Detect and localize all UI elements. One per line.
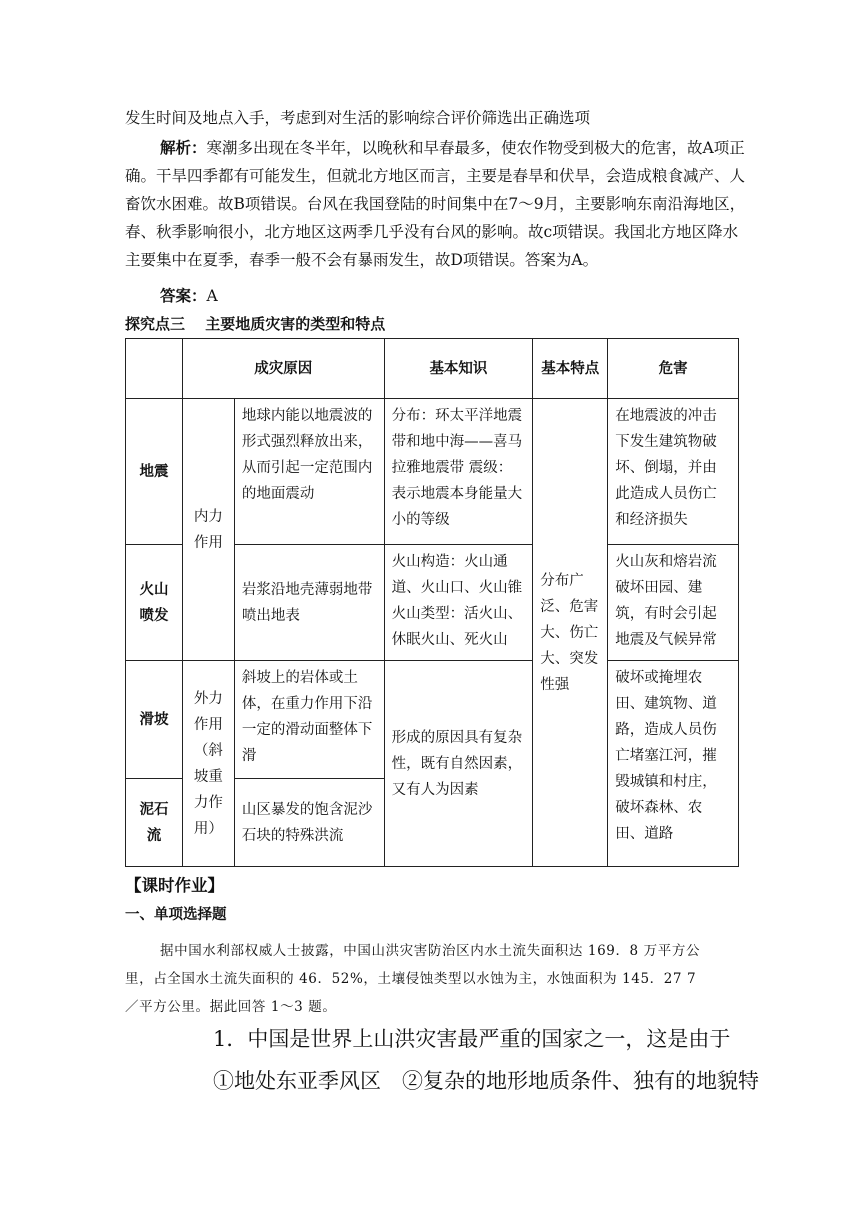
volcano-harm: 火山灰和熔岩流破坏田园、建筑，有时会引起地震及气候异常	[608, 545, 739, 661]
geo-disaster-table	[125, 338, 739, 867]
answer-value: A	[206, 287, 218, 305]
volcano-knowledge: 火山构造：火山通道、火山口、火山锥火山类型：活火山、休眠火山、死火山	[384, 545, 533, 661]
feature-common: 分布广泛、危害大、伤亡大、突发性强	[533, 399, 608, 867]
harm-common-lower: 破坏或掩埋农田、建筑物、道路，造成人员伤亡堵塞江河，摧毁城镇和村庄，破坏森林、农田、道路	[608, 661, 739, 867]
row-name-quake: 地震	[126, 399, 183, 545]
question-1: 1．中国是世界上山洪灾害最严重的国家之一，这是由于	[213, 1027, 731, 1051]
subsection-title: 一、单项选择题	[125, 907, 227, 923]
answer-label: 答案：	[160, 287, 207, 305]
section-title: 探究点三 主要地质灾害的类型和特点	[125, 315, 386, 333]
internal-force-cell: 内力作用	[182, 399, 234, 661]
header-knowledge: 基本知识	[384, 339, 533, 399]
debris-cause: 山区暴发的饱含泥沙石块的特殊洪流	[234, 779, 384, 867]
analysis-text-1: 寒潮多出现在冬半年，以晚秋和早春最多，使农作物受到极大的危害，故A项正	[206, 139, 745, 157]
analysis-line-2: 确。干旱四季都有可能发生，但就北方地区而言，主要是春旱和伏旱，会造成粮食减产、人	[125, 167, 746, 185]
analysis-line-4: 春、秋季影响很小，北方地区这两季几乎没有台风的影响。故c项错误。我国北方地区降水	[125, 223, 739, 241]
homework-title: 【课时作业】	[125, 876, 224, 895]
answer-line	[160, 282, 218, 310]
intro-line: 发生时间及地点入手，考虑到对生活的影响综合评价筛选出正确选项	[125, 109, 591, 127]
quake-harm: 在地震波的冲击下发生建筑物破坏、倒塌，并由此造成人员伤亡和经济损失	[608, 399, 739, 545]
landslide-cause: 斜坡上的岩体或土体，在重力作用下沿一定的滑动面整体下滑	[234, 661, 384, 779]
header-empty	[126, 339, 183, 399]
analysis-line-3: 畜饮水困难。故B项错误。台风在我国登陆的时间集中在7～9月，主要影响东南沿海地区，	[125, 195, 746, 213]
quake-knowledge: 分布：环太平洋地震带和地中海——喜马拉雅地震带 震级：表示地震本身能量大小的等级	[384, 399, 533, 545]
analysis-line-5: 主要集中在夏季，春季一般不会有暴雨发生，故D项错误。答案为A。	[125, 251, 599, 269]
external-force-cell: 外力作用（斜坡重力作用）	[182, 661, 234, 867]
header-cause: 成灾原因	[182, 339, 384, 399]
analysis-line-1	[160, 134, 745, 162]
knowledge-common-lower: 形成的原因具有复杂性，既有自然因素，又有人为因素	[384, 661, 533, 867]
header-harm: 危害	[608, 339, 739, 399]
row-name-debris: 泥石流	[126, 779, 183, 867]
passage-line-3: ／平方公里。据此回答 1～3 题。	[125, 999, 337, 1015]
passage-line-1: 据中国水利部权威人士披露，中国山洪灾害防治区内水土流失面积达 169．8 万平方公	[160, 943, 701, 959]
question-1-options: ①地处东亚季风区 ②复杂的地形地质条件、独有的地貌特	[213, 1069, 759, 1093]
header-feature: 基本特点	[533, 339, 608, 399]
passage-line-2: 里，占全国水土流失面积的 46．52%，土壤侵蚀类型以水蚀为主，水蚀面积为 145．27 7	[125, 971, 697, 987]
volcano-cause: 岩浆沿地壳薄弱地带喷出地表	[234, 545, 384, 661]
row-name-landslide: 滑坡	[126, 661, 183, 779]
analysis-label: 解析：	[160, 139, 207, 157]
quake-cause: 地球内能以地震波的形式强烈释放出来，从而引起一定范围内的地面震动	[234, 399, 384, 545]
row-name-volcano: 火山喷发	[126, 545, 183, 661]
